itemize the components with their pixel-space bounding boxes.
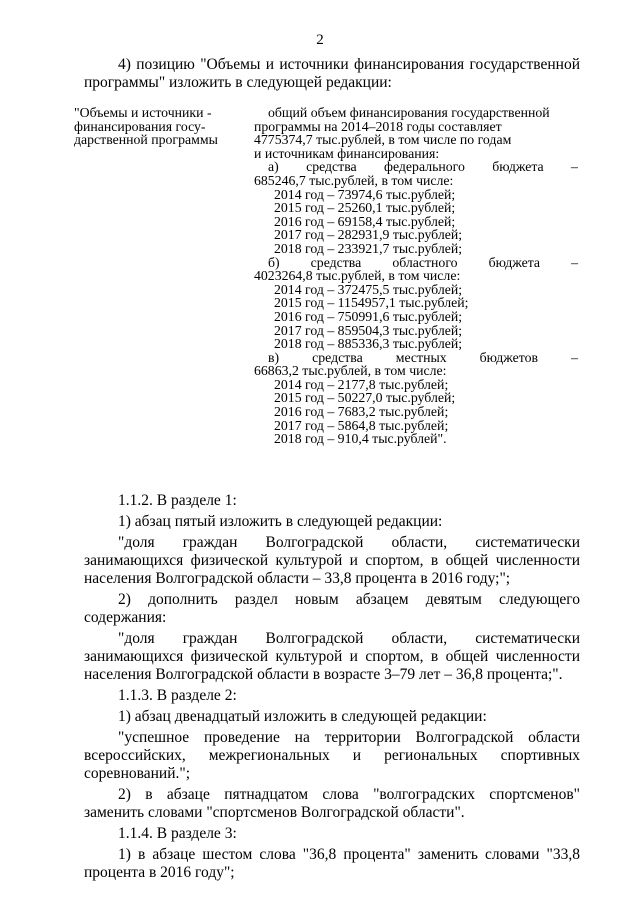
year-line: 2015 год – 25260,1 тыс.рублей; xyxy=(274,200,456,216)
year-line: 2018 год – 910,4 тыс.рублей". xyxy=(274,431,447,447)
word: средства xyxy=(306,159,357,175)
table-right-cell xyxy=(254,106,578,446)
section-heading: 1.1.2. В разделе 1: xyxy=(118,492,237,509)
word: областного xyxy=(392,254,458,270)
right-line: общий объем финансирования государственной xyxy=(268,105,550,120)
left-line-text: "Объемы и источники - xyxy=(74,105,212,120)
word: – xyxy=(571,254,578,270)
year-line: 2016 год – 7683,2 тыс.рублей; xyxy=(274,404,449,420)
paragraph: 1) абзац пятый изложить в следующей редакции: xyxy=(118,513,443,530)
section-heading: 1.1.4. В разделе 3: xyxy=(118,825,237,842)
word: местных xyxy=(395,349,447,365)
word: бюджета xyxy=(492,159,544,175)
word: в) xyxy=(268,349,280,365)
document-body xyxy=(74,56,580,882)
paragraph: 1) в абзаце шестом слова "36,8 процента" заменить словами "33,8 процента в 2016 году"; xyxy=(84,846,580,881)
year-line: 2014 год – 2177,8 тыс.рублей; xyxy=(274,376,449,392)
year-line: 2017 год – 282931,9 тыс.рублей; xyxy=(274,227,463,243)
table-left-cell xyxy=(74,106,222,147)
program-table xyxy=(74,105,580,488)
year-line: 2014 год – 372475,5 тыс.рублей; xyxy=(274,281,463,297)
word: средства xyxy=(312,349,363,365)
year-line: 2017 год – 5864,8 тыс.рублей; xyxy=(274,417,449,433)
local-budget-total: 66863,2 тыс.рублей, в том числе: xyxy=(254,363,447,379)
year-line: 2016 год – 69158,4 тыс.рублей; xyxy=(274,213,456,229)
left-line xyxy=(74,106,222,120)
year-line: 2018 год – 885336,3 тыс.рублей; xyxy=(274,336,463,352)
page-number: 2 xyxy=(316,32,324,48)
word: федерального xyxy=(384,159,465,175)
word: б) xyxy=(268,254,280,270)
paragraph: 2) дополнить раздел новым абзацем девятым следующего содержания: xyxy=(84,591,580,626)
quoted-paragraph: "успешное проведение на территории Волгоградской области всероссийских, межрегиональных и региональных спортивных соревнований."; xyxy=(84,729,580,782)
right-line-text: программы на 2014–2018 годы составляет xyxy=(254,118,502,134)
local-budget-heading xyxy=(254,351,578,365)
regional-budget-total: 4023264,8 тыс.рублей, в том числе: xyxy=(254,268,461,284)
federal-budget-total: 685246,7 тыс.рублей, в том числе: xyxy=(254,172,454,188)
right-line xyxy=(254,120,578,134)
word: – xyxy=(571,349,578,365)
word: бюджета xyxy=(488,254,541,270)
year-line: 2018 год – 233921,7 тыс.рублей; xyxy=(274,240,463,256)
federal-budget-heading xyxy=(254,160,578,174)
quoted-paragraph: "доля граждан Волгоградской области, систематически занимающихся физической культурой и спортом, в общей численности населения Волгоградской области – 33,8 процента в 2016 году;"; xyxy=(84,534,580,587)
right-line: и источникам финансирования: xyxy=(254,145,440,161)
word: – xyxy=(571,159,578,175)
paragraph: 1) абзац двенадцатый изложить в следующей редакции: xyxy=(118,708,487,725)
word: а) xyxy=(268,159,279,175)
year-line: 2015 год – 50227,0 тыс.рублей; xyxy=(274,390,456,406)
word: бюджетов xyxy=(479,349,539,365)
left-line: дарственной программы xyxy=(74,132,218,148)
section-heading: 1.1.3. В разделе 2: xyxy=(118,687,237,704)
intro-paragraph: 4) позицию "Объемы и источники финансирования государственной программы" изложить в следующей редакции: xyxy=(84,56,580,91)
year-line: 2014 год – 73974,6 тыс.рублей; xyxy=(274,186,456,202)
word: средства xyxy=(310,254,362,270)
paragraph: 2) в абзаце пятнадцатом слова "волгоградских спортсменов" заменить словами "спортсменов Волгоградской области". xyxy=(84,786,580,821)
year-line: 2015 год – 1154957,1 тыс.рублей; xyxy=(274,295,469,311)
left-line: финансирования госу- xyxy=(74,118,206,134)
year-line: 2016 год – 750991,6 тыс.рублей; xyxy=(274,308,463,324)
year-line: 2017 год – 859504,3 тыс.рублей; xyxy=(274,322,463,338)
regional-budget-heading xyxy=(254,256,578,270)
quoted-paragraph: "доля граждан Волгоградской области, систематически занимающихся физической культурой и спортом, в общей численности населения Волгоградской области в возрасте 3–79 лет – 36,8 процента;". xyxy=(84,630,580,683)
right-line: 4775374,7 тыс.рублей, в том числе по годам xyxy=(254,132,512,148)
